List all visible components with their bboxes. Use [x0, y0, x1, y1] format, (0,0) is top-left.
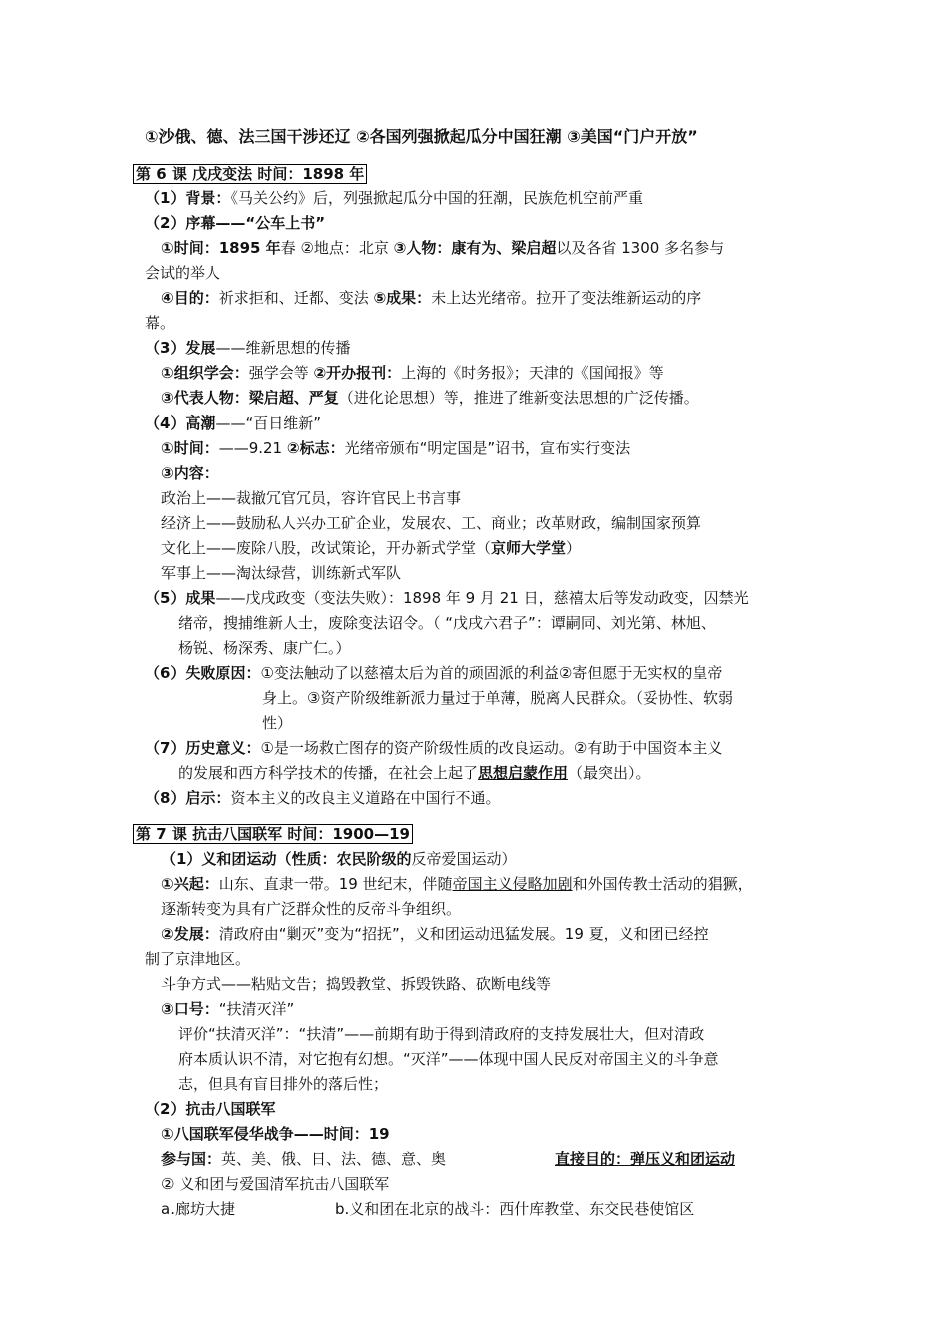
development-line1: ①组织学会：强学会等 ②开办报刊：上海的《时务报》；天津的《国闻报》等	[161, 364, 664, 382]
significance-line1: （7）历史意义：①是一场救亡图存的资产阶级性质的改良运动。②有助于中国资本主义	[145, 739, 723, 757]
lesson7-header	[133, 823, 413, 845]
climax-heading: （4）高潮——“百日维新”	[145, 414, 321, 432]
struggle-methods: 斗争方式——粘贴文告；捣毁教堂、拆毁铁路、砍断电线等	[161, 975, 552, 993]
background-line: （1）背景：《马关公约》后，列强掀起瓜分中国的狂潮，民族危机空前严重	[145, 189, 643, 207]
climax-line1: ①时间：——9.21 ②标志：光绪帝颁布“明定国是”诏书，宣布实行变法	[161, 439, 631, 457]
development-heading: （3）发展——维新思想的传播	[145, 339, 351, 357]
prelude-line2: ④目的：祈求拒和、迁都、变法 ⑤成果：未上达光绪帝。拉开了变法维新运动的序	[161, 289, 702, 307]
joint-resistance-line: ② 义和团与爱国清军抗击八国联军	[161, 1175, 390, 1193]
rise-line1: ①兴起：山东、直隶一带。19 世纪末，伴随帝国主义侵略加剧和外国传教士活动的猖獗，	[161, 875, 753, 893]
prelude-line1: ①时间：1895 年春 ②地点：北京 ③人物：康有为、梁启超以及各省 1300 多名参与	[161, 239, 725, 257]
beijing-battle: b.义和团在北京的战斗：西什库教堂、东交民巷使馆区	[335, 1200, 695, 1218]
prelude-line1-cont: 会试的举人	[145, 264, 221, 282]
prelude-line2-cont: 幕。	[145, 314, 176, 332]
prelude-heading: （2）序幕——“公车上书”	[145, 214, 326, 232]
failure-line3: 性）	[262, 714, 293, 732]
langfang-victory: a.廊坊大捷	[161, 1200, 235, 1218]
intro-line: ①沙俄、德、法三国干涉还辽 ②各国列强掀起瓜分中国狂潮 ③美国“门户开放”	[145, 127, 698, 146]
result-line1: （5）成果——戊戌政变（变法失败）：1898 年 9 月 21 日，慈禧太后等发动政变，囚禁光	[145, 589, 749, 607]
lesson7-title: 第 7 课 抗击八国联军 时间：1900—19	[133, 824, 413, 844]
content-economy: 经济上——鼓励私人兴办工矿企业，发展农、工、商业；改革财政，编制国家预算	[161, 514, 702, 532]
slogan-line: ③口号：“扶清灭洋”	[161, 1000, 295, 1018]
evaluation-line1: 评价“扶清灭洋”：“扶清”——前期有助于得到清政府的支持发展壮大，但对清政	[178, 1025, 705, 1043]
lesson-line: （8）启示：资本主义的改良主义道路在中国行不通。	[145, 789, 501, 807]
result-line3: 杨锐、杨深秀、康广仁。）	[178, 639, 351, 657]
lesson6-title: 第 6 课 戊戌变法 时间：1898 年	[133, 164, 367, 184]
failure-line1: （6）失败原因：①变法触动了以慈禧太后为首的顽固派的利益②寄但愿于无实权的皇帝	[145, 664, 723, 682]
content-politics: 政治上——裁撤冗官冗员，容许官民上书言事	[161, 489, 462, 507]
direct-purpose: 直接目的：弹压义和团运动	[555, 1150, 736, 1168]
resist-heading: （2）抗击八国联军	[145, 1100, 276, 1118]
content-culture: 文化上——废除八股，改试策论，开办新式学堂（京师大学堂）	[161, 539, 582, 557]
development-line2: ③代表人物：梁启超、严复（进化论思想）等，推进了维新变法思想的广泛传播。	[161, 389, 699, 407]
evaluation-line2: 府本质认识不清，对它抱有幻想。“灭洋”——体现中国人民反对帝国主义的斗争意	[178, 1050, 719, 1068]
failure-line2: 身上。③资产阶级维新派力量过于单薄，脱离人民群众。（妥协性、软弱	[262, 689, 733, 707]
climax-content-heading: ③内容：	[161, 464, 219, 482]
significance-line2: 的发展和西方科学技术的传播，在社会上起了思想启蒙作用（最突出）。	[178, 764, 651, 782]
boxer-development-line2: 制了京津地区。	[145, 950, 251, 968]
content-military: 军事上——淘汰绿营，训练新式军队	[161, 564, 402, 582]
boxer-heading: （1）义和团运动（性质：农民阶级的反帝爱国运动）	[161, 850, 517, 868]
evaluation-line3: 志，但具有盲目排外的落后性；	[178, 1075, 389, 1093]
war-time-line: ①八国联军侵华战争——时间：19	[161, 1125, 390, 1143]
result-line2: 绪帝，搜捕维新人士，废除变法诏令。（ “戊戌六君子”：谭嗣同、刘光第、林旭、	[178, 614, 716, 632]
participants-line: 参与国：英、美、俄、日、法、德、意、奥	[161, 1150, 447, 1168]
rise-line2: 逐渐转变为具有广泛群众性的反帝斗争组织。	[161, 900, 462, 918]
lesson6-header	[133, 163, 367, 185]
boxer-development-line1: ②发展：清政府由“剿灭”变为“招抚”，义和团运动迅猛发展。19 夏，义和团已经控	[161, 925, 709, 943]
